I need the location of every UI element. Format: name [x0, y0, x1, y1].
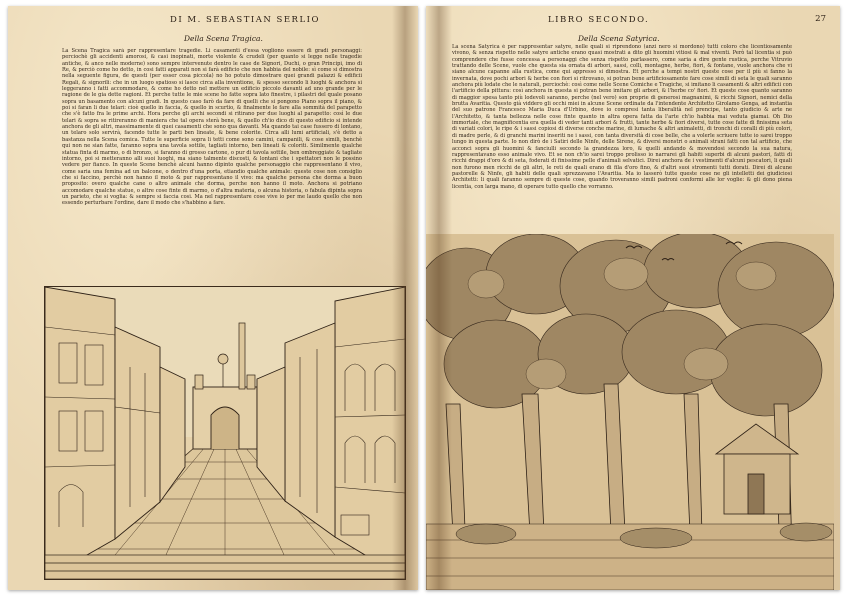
satyric-scene-woodcut	[426, 234, 834, 590]
left-gutter-shadow	[392, 6, 418, 590]
right-gutter-shadow	[426, 6, 452, 590]
right-section-title: Della Scena Satyrica.	[578, 34, 660, 43]
left-body-text: La Scena Tragica sarà per rappresentare tragedie. Li casamenti d'essa vogliono essere di gradi personaggi: perciochè gli accidenti amorosi, & casi inopinati, morte violente & crudeli (per quanto si legge nelle tragedie antiche, & anco nelle moderne) sono sempre intervenute dentro le case de Signori, Duchi, o gran Principi, imo di Re, & perciò come ho detto, in cosi fatti apparati non si farà edificio che non habbia del nobile: sì come si dimostra nella seguente figura, de questi (per esser cosa piccola) no ho potuto dimostrare quei grandi palazzi & edificii Regali, & signorili: che in un luogo spatioso si lasce circa alla inventione, & spesso secondo li luoghi & anchora si leggeranno i fatti accommodare, & come ho detto nel mettere un edificio piccolo davanti ad uno grande per le ragione de le gia dette ragioni. Et perche tutte le mie scene ho fatte sopra lato finestre, i pilastri del quale posano sopra un basamento con alcuni gradi. In questo caso farò da fare di quelli che si pongono Piano sopra il piano, & poi si faran li due telari: cioè quello in faccia, & quello in scurtio, & finalmente le fare alla sommità del parapetto che s'è fatto fra le prime archi. Hora perche gli archi secondi si ritirano per due luoghi al parapetto: così le due telari & sopra se ritireranno di maniera che tal opera sterà bene, & quello ch'io dico di questo edificio si intende anchora de gli altri, massimamente di quei casamenti che sono qua davanti. Ma quando tai case fussero di lontano, un telaro solo servirà, facendo tutte le parti ben lineate, & bene colorite. Circa alli lumi artificiali, s'è detto a bastanza nella Scena comica. Tutte le superficie sopra li tetti come sono camini, campanili, & cose simili, benchè qui non ne sian fatte, faranno sopra una tavola sottile, tagliati intorno, ben lineati & coloriti. Similmente qualche statua finta di marmo, o di bronzo, si faranno di grosso cartone, o pur di tavola sottile, ben ombreggiate & tagliate intorno, poi si metteranno alli suoi luoghi, ma siano talmente discosti, & lontani che i spettatori non le possino vedere per fianco. In queste Scene benchè alcuni hanno dipinto qualche personaggio che rappresentano il vivo, come saria una femina ad un balcone, o dentro d'una porta, etiandio qualche animale: queste cose non consiglio che si faccino, perchè non hanno il moto & pur rappresentano il vivo: ma qualche persona che dorma a buon proposito: overo qualche cane o altro animale che dorma, perche non hanno il moto. Anchora si potriano accomodare qualche statue, o altre cose finte di marmo, o d'altra materia, o alcuna historia, o fabula dipinta sopra un parieto, che si voglia: & sempre si faccia cosi. Ma nel rappresentare cose vive io per me laudo quello che non essendo perturbare l'ordine, dare il modo che s'habbino a fare.	[62, 48, 362, 207]
right-running-head: LIBRO SECONDO.	[548, 15, 650, 25]
tragic-scene-woodcut	[44, 286, 406, 580]
left-running-head: DI M. SEBASTIAN SERLIO	[170, 15, 320, 25]
book-spread	[8, 6, 840, 592]
page-number: 27	[815, 14, 826, 24]
tragic-scene-drawing	[45, 287, 405, 579]
left-page	[8, 6, 418, 590]
satyric-scene-drawing	[426, 234, 834, 590]
left-section-title: Della Scena Tragica.	[184, 34, 263, 43]
right-body-text: La scena Satyrica è per rappresentar satyre, nelle quali si riprendono (anzi nero si mordono) tutti coloro che licentiosamente vivono, & senza rispetto nelle satyre antiche erano quasi mostrati a dito gli huomini vitiosi & mal viventi. Però tal licentia si può comprendere che fusse concessa a personaggi che senza rispetto parlassero, come saria a dire gente rustica, perche Vitruvio trattando delle Scene, vuole che questa sia ornata di arbori, sassi, colli, montagne, herbe, fiori, & fontane, vuole anchora che vi siano alcune capanne alla rustica, come qui appresso si dimostra. Et perche a tempi nostri queste cose per il più si fanno la invernata, dove pochi arbori & herbe con fiori si ritrovano, si potran bene artificiosamente fare cose simili di seta le quali saranno anchora più lodate che le naturali, perciochè: così come nelle Scene Comiche e Tragiche, si imitano li casamenti & altri edificii con l'artificio della pittura: così anchora in questa si potran bene imitare gli arbori, & l'herbe co' fiori. Et queste cose quanto saranno di maggior spesa tanto più lodevoli saranno, perche (nel vero) son proprie di generosi magnanimi, & ricchi Signori, nemici della brutta Avaritia. Questo già viddero gli occhi miei in alcune Scene ordinate da l'intendente Architetto Girolamo Genga, ad instantia del suo patrone Francesco Maria Duca d'Urbino, dove io compresi tanta liberalità nel prencipe, tanto giudicio & arte ne l'Architetto, & tanta bellezza nelle cose finte quanto in altra opera fatta da l'arte ch'io habbia mai veduta giamai. Oh Dio immortale, che magnificentia era quella di veder tanti arbori & frutti, tante herbe & fiori diversi, tutte cose fatte di finissima seta di variati colori, le ripe & i sassi copiosi di diverse conche marine, di lumache & altri animaletti, di tronchi di coralli di più colori, di madre perle, & di granchi marini inseriti ne i sassi, con tanta diversità di cose belle, che a volerle scriuere tutte io sarei troppo lungo in questa parte. Io non dirò de i Satiri delle Ninfe, delle Sirene, & diversi monstri o animali strani fatti con tal artificio, che acconci sopra gli huomini & fanciulli secondo la grandezza loro, & quelli andando & movendosi secondo la sua natura, rappresentavano esso animale vivo. Et se non ch'io sarei troppo prolisso io narrarei gli habiti superbi di alcuni pastori, fatti di ricchi drappi d'oro & di seta, foderati di finissime pelle d'animali selvatici. Direi anchora de i vestimenti d'alcuni pescatori, li quali non furono men ricchi de gli altri, le reti de quali erano di fila d'oro fino, & d'altri suoi stromenti tutti dorati. Direi di alcune pastorelle & Ninfe, gli habiti delle quali sprezzavano l'Avaritia. Ma io lasserò tutte queste cose ne gli intelletti dei giudiciosi Architetti: li quali faranno sempre di queste cose, quando troveranno simili padroni conformi alle lor voglie: & gli dono piena licentia, con larga mano, di operare tutto quello che vorranno.	[452, 44, 792, 190]
right-page	[426, 6, 840, 590]
